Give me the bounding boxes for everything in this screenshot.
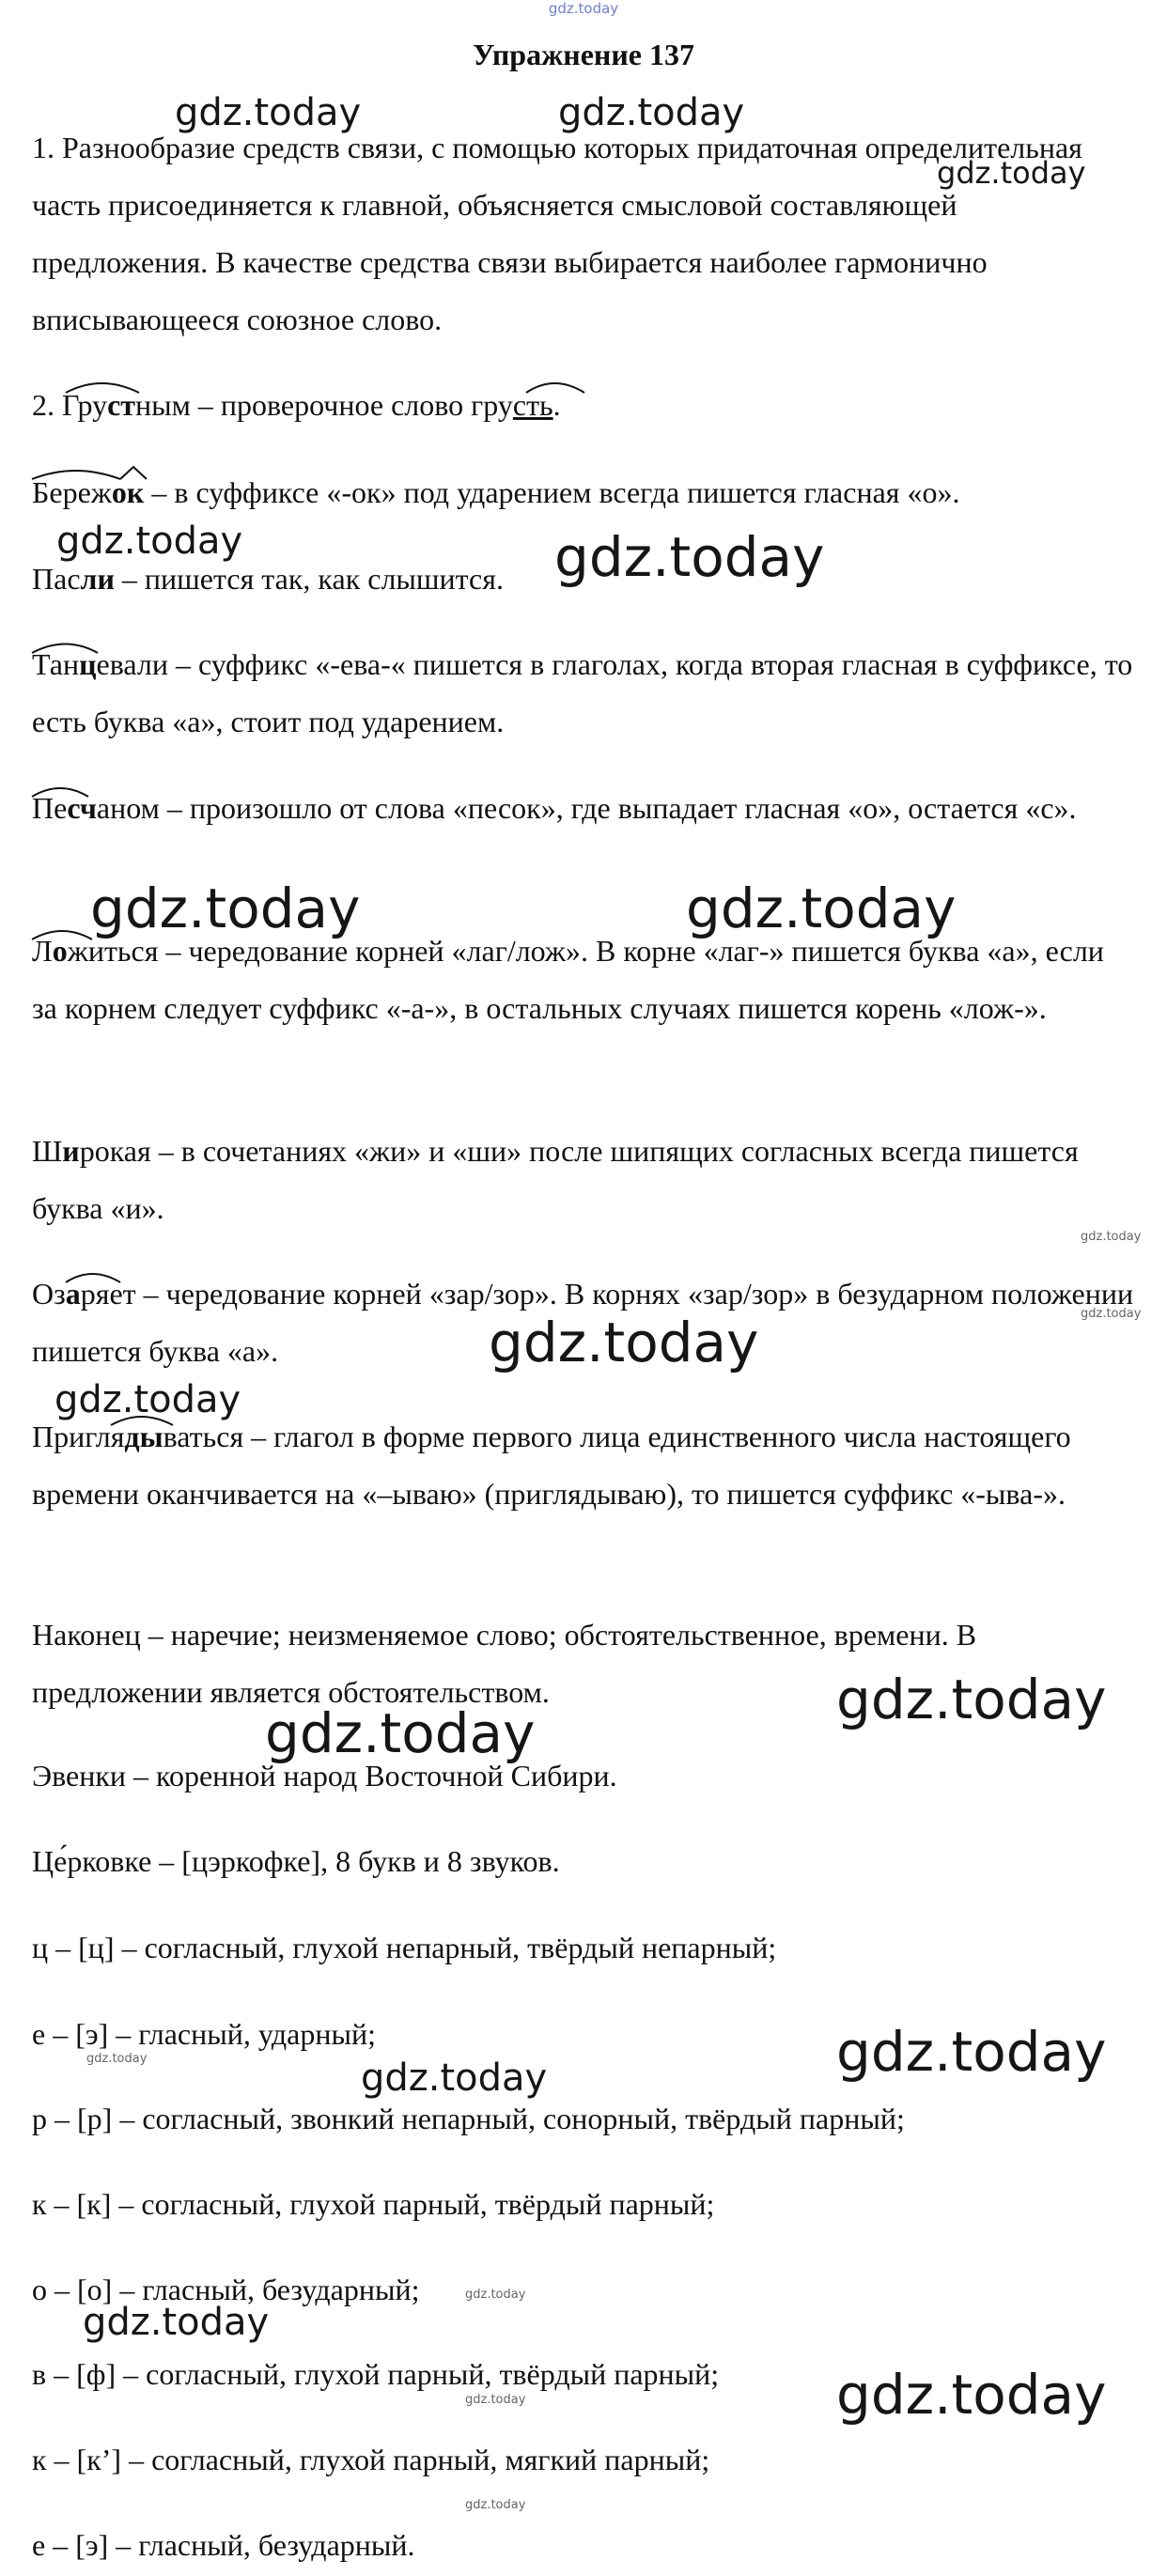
watermark: gdz.today xyxy=(1081,1307,1142,1321)
phonetic-line: е – [э] – гласный, безударный. xyxy=(32,2528,415,2562)
paragraph-9: Озаряет – чередование корней «зар/зор». В корнях «зар/зор» в безударном положении пишется буква «а». xyxy=(32,1277,1134,1368)
watermark: gdz.today xyxy=(361,2056,548,2100)
paragraph-13: Це́рковке – [цэркофке], 8 букв и 8 звуков. xyxy=(32,1844,560,1878)
phonetic-line: ц – [ц] – согласный, глухой непарный, твёрдый непарный; xyxy=(32,1931,777,1964)
paragraph-3: Бережок – в суффиксе «-ок» под ударением всегда пишется гласная «о». xyxy=(32,475,960,509)
phonetic-line: р – [р] – согласный, звонкий непарный, сонорный, твёрдый парный; xyxy=(32,2102,905,2135)
exercise-title: Упражнение 137 xyxy=(472,38,694,71)
watermark: gdz.today xyxy=(56,520,243,563)
watermark: gdz.today xyxy=(836,2020,1107,2084)
site-header: gdz.today xyxy=(548,0,619,17)
watermark: gdz.today xyxy=(1081,1230,1142,1244)
watermark: gdz.today xyxy=(465,2393,526,2407)
watermark: gdz.today xyxy=(465,2498,526,2512)
paragraph-1: 1. Разнообразие средств связи, с помощью которых придаточная определительная часть присоединяется к главной, объясняется смысловой составляющей предложения. В качестве средства связи выбирается наиболее гармонично вписывающееся союзное слово. xyxy=(32,131,1082,336)
paragraph-6: Песчаном – произошло от слова «песок», где выпадает гласная «о», остается «с». xyxy=(32,791,1077,825)
watermark: gdz.today xyxy=(686,877,957,940)
watermark: gdz.today xyxy=(90,877,361,940)
phonetic-line: в – [ф] – согласный, глухой парный, твёрдый парный; xyxy=(32,2357,720,2391)
watermark: gdz.today xyxy=(554,525,825,589)
paragraph-12: Эвенки – коренной народ Восточной Сибири. xyxy=(32,1759,617,1792)
paragraph-4: Пасли – пишется так, как слышится. xyxy=(32,562,504,596)
phonetic-line: е – [э] – гласный, ударный; xyxy=(32,2017,376,2051)
watermark: gdz.today xyxy=(175,91,362,134)
watermark: gdz.today xyxy=(54,1378,241,1421)
phonetic-line: о – [о] – гласный, безударный; xyxy=(32,2273,420,2306)
phonetic-line: к – [к] – согласный, глухой парный, твёрдый парный; xyxy=(32,2187,715,2221)
paragraph-2: 2. Грустным – проверочное слово грусть. xyxy=(32,388,561,422)
paragraph-8: Широкая – в сочетаниях «жи» и «ши» после шипящих согласных всегда пишется буква «и». xyxy=(32,1134,1079,1225)
watermark: gdz.today xyxy=(836,2363,1107,2427)
paragraph-7: Ложиться – чередование корней «лаг/лож». В корне «лаг-» пишется буква «а», если за корнем следует суффикс «-а-», в остальных случаях пишется корень «лож-». xyxy=(32,934,1104,1025)
paragraph-5: Танцевали – суффикс «-ева-« пишется в глаголах, когда вторая гласная в суффиксе, то есть буква «а», стоит под ударением. xyxy=(32,647,1133,738)
watermark: gdz.today xyxy=(489,1311,759,1374)
phonetic-line: к – [к’] – согласный, глухой парный, мягкий парный; xyxy=(32,2443,710,2476)
watermark: gdz.today xyxy=(86,2052,148,2066)
watermark: gdz.today xyxy=(465,2288,526,2302)
watermark: gdz.today xyxy=(937,155,1086,191)
paragraph-11: Наконец – наречие; неизменяемое слово; обстоятельственное, времени. В предложении является обстоятельством. xyxy=(32,1618,977,1709)
paragraph-10: Приглядываться – глагол в форме первого лица единственного числа настоящего времени оканчивается на «–ываю» (приглядываю), то пишется суффикс «-ыва-». xyxy=(32,1420,1071,1511)
watermark: gdz.today xyxy=(265,1701,536,1765)
watermark: gdz.today xyxy=(83,2301,270,2344)
watermark: gdz.today xyxy=(558,91,745,134)
watermark: gdz.today xyxy=(836,1668,1107,1731)
